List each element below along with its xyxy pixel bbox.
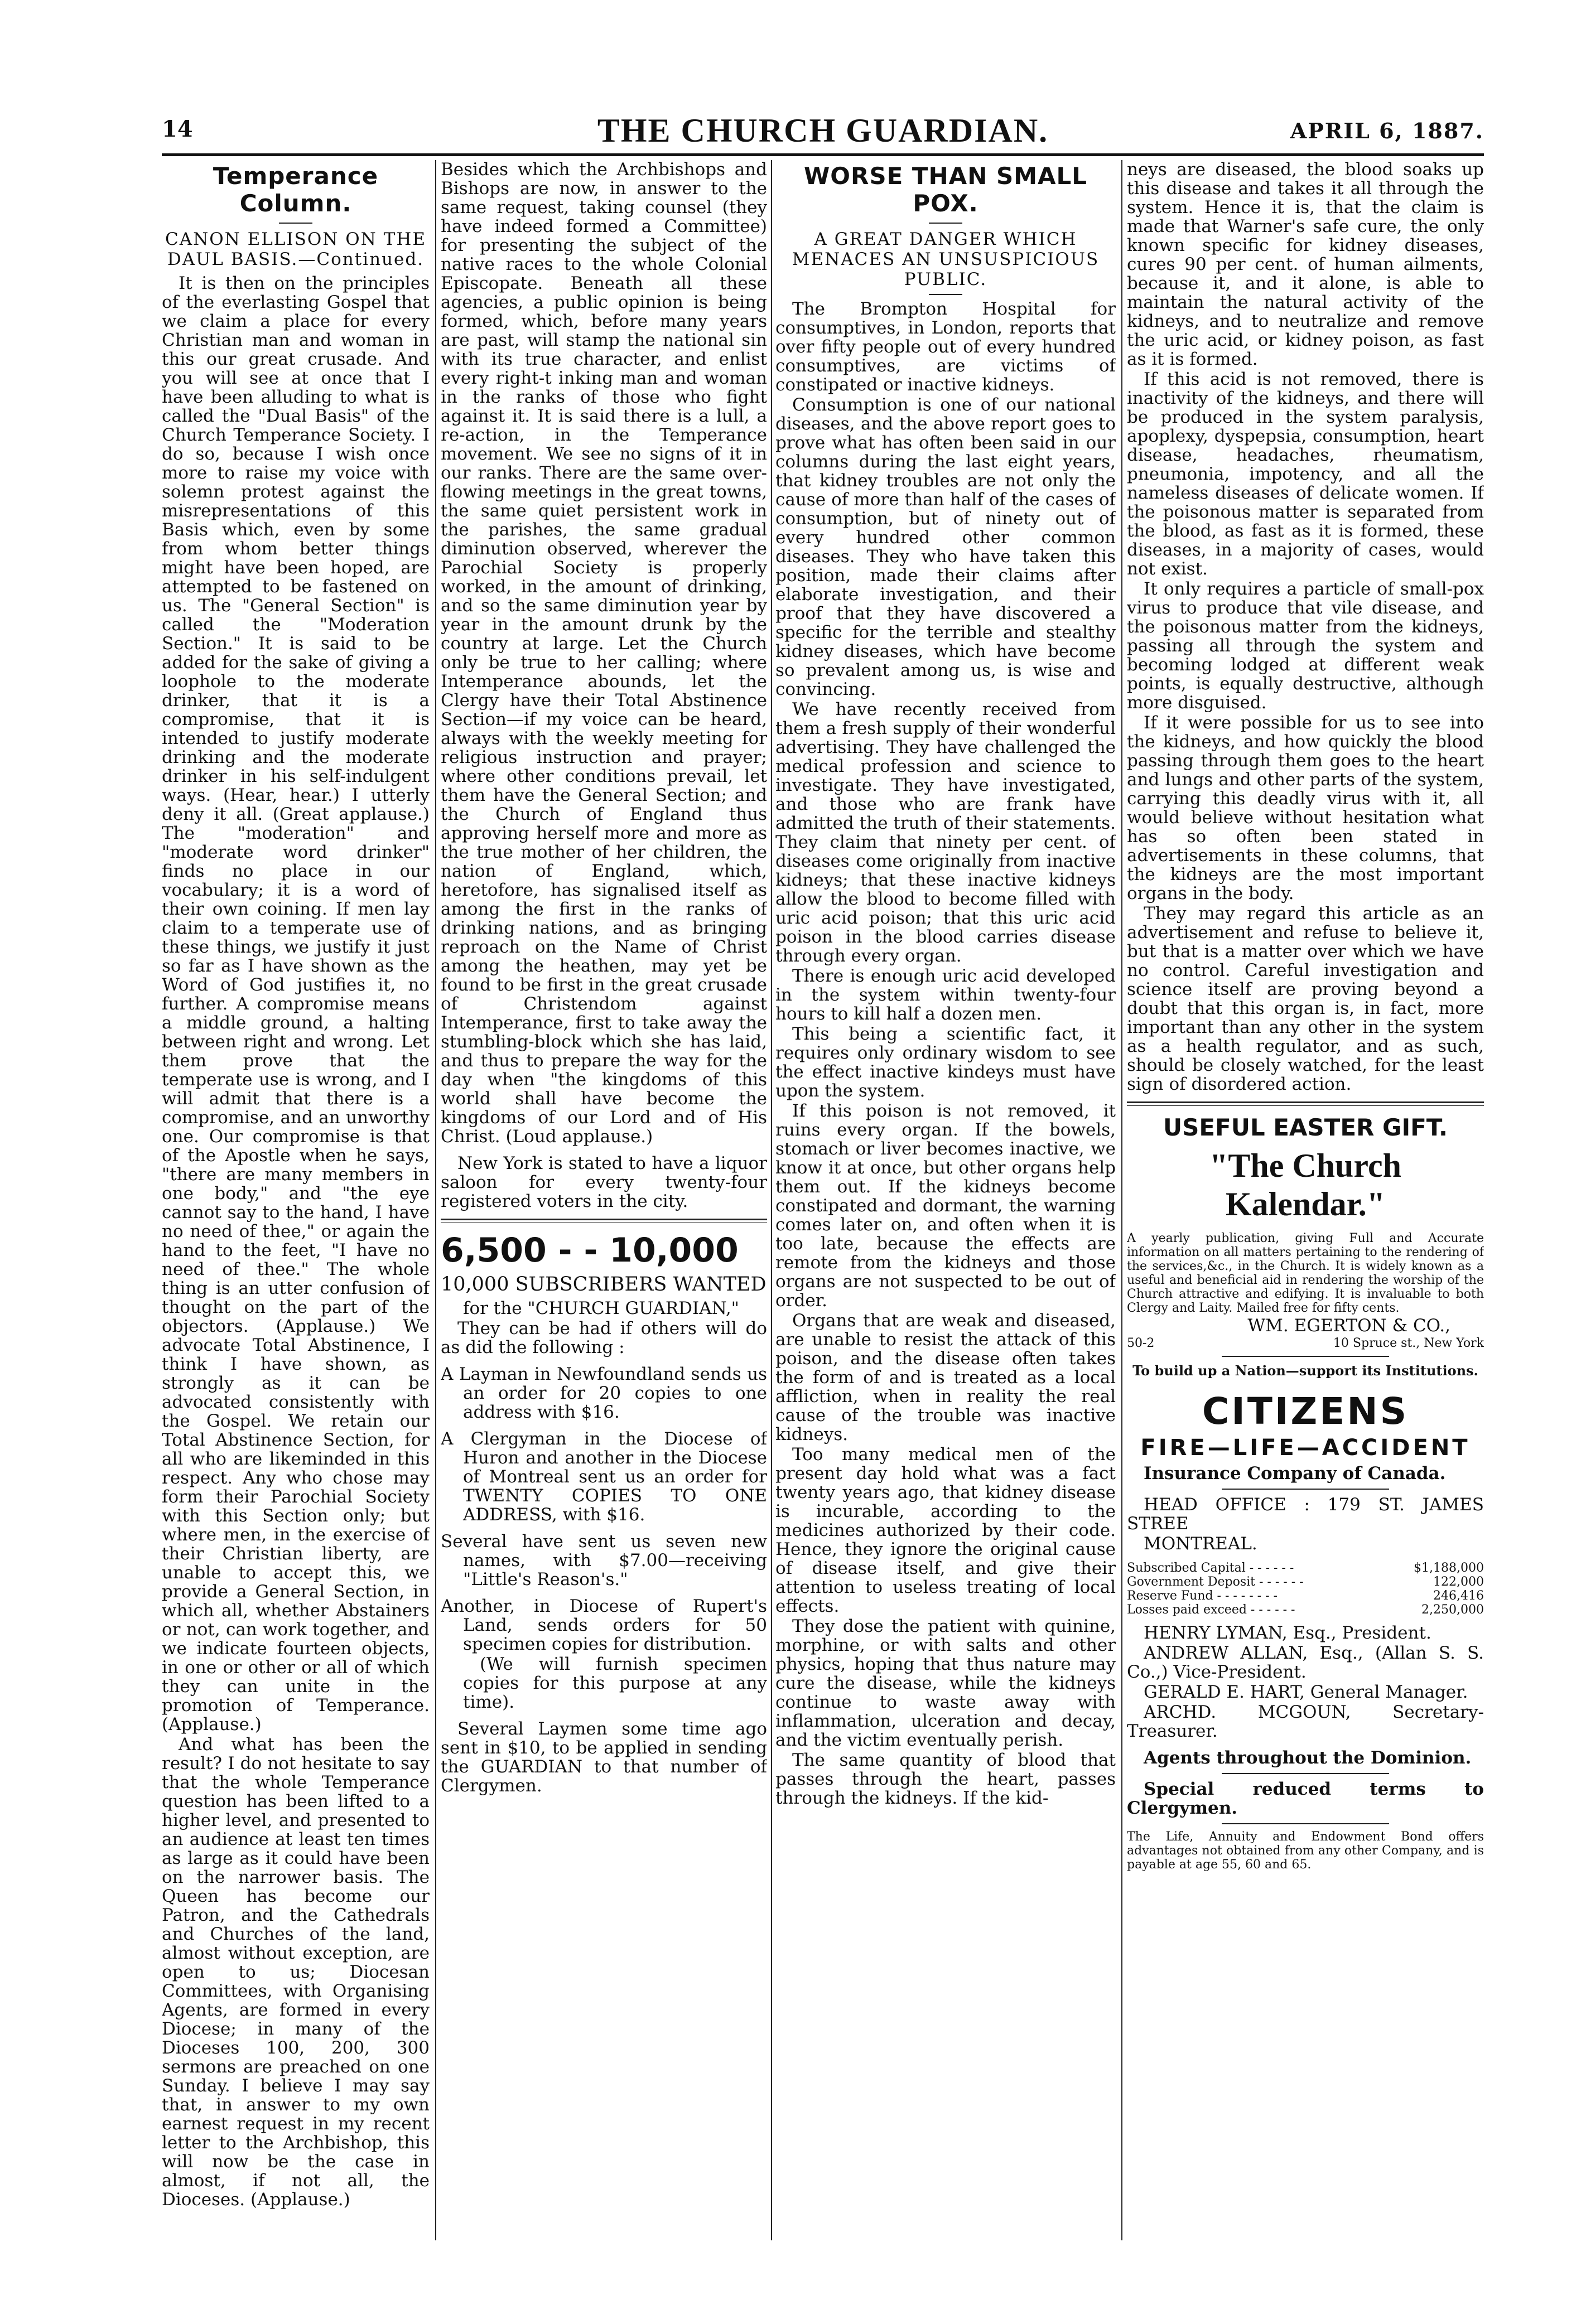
divider [1127, 1101, 1484, 1106]
column-2 [441, 160, 767, 2240]
column-divider [1121, 160, 1122, 2240]
financial-label: Government Deposit - - - - - - [1127, 1575, 1304, 1589]
financial-label: Reserve Fund - - - - - - - - [1127, 1589, 1278, 1603]
article-paragraph: Besides which the Archbishops and Bishops are now, in answer to the same request, taking counsel (they have indeed formed a Committee) for presenting the subject of the native races to the whole Colonial Episcopate. Beneath all these agencies, a public opinion is being formed, which, before many years are past, will stamp the national sin with its true character, and enlist every right-t inking man and woman in the ranks of those who fight against it. It is said there is a lull, a re-action, in the Temperance movement. We see no signs of it in our ranks. There are the same over-flowing meetings in the great towns, the same quiet persistent work in the parishes, the same gradual diminution observed, wherever the Parochial Society is properly worked, in the amount of drinking, and so the same diminution year by year in the amount drunk by the country at large. Let the Church only be true to her calling; where Intemperance abounds, let the Clergy have their Total Abstinence Section—if my voice can be heard, always with the weekly meeting for religious instruction and prayer; where other conditions prevail, let them have the General Section; and the Church of England thus approving herself more and more as the true mother of her children, the nation of England, which, heretofore, has signalised itself as among the first in the ranks of drinking nations, and as bringing reproach on the Name of Christ among the heathen, may yet be found to be first in the great crusade of Christendom against Intemperance, first to take away the stumbling-block which she has laid, and thus to prepare the way for the day when "the kingdoms of this world shall have become the kingdoms of our Lord and of His Christ. (Loud applause.) [441, 160, 767, 1147]
head-office: HEAD OFFICE : 179 ST. JAMES STREE [1127, 1495, 1484, 1534]
news-item: New York is stated to have a liquor saloon for every twenty-four registered voters in the city. [441, 1153, 767, 1211]
company-name: CITIZENS [1202, 1390, 1409, 1433]
financial-row [1127, 1561, 1484, 1575]
divider [1222, 1356, 1389, 1357]
for-guardian-line: for the "CHURCH GUARDIAN," [463, 1298, 739, 1318]
ad-address: 10 Spruce st., New York [1333, 1336, 1484, 1350]
financial-label: Losses paid exceed - - - - - - [1127, 1603, 1295, 1617]
subscribers-wanted: 10,000 SUBSCRIBERS WANTED [441, 1273, 767, 1296]
ad-description: A yearly publication, giving Full and Accurate information on all matters pertaining to the rendering of the services,&c., in the Church. It is widely known as a useful and beneficial aid in rendering the worship of the Church attractive and edifying. It is invaluable to both Clergy and Laity. Mailed free for fifty cents. [1127, 1231, 1484, 1315]
financial-table [1127, 1561, 1484, 1617]
article-paragraph: It only requires a particle of small-pox virus to produce that vile disease, and the poisonous matter from the kidneys, passing all through the system and becoming lodged at different weak points, is equally destructive, although more disguised. [1127, 579, 1484, 713]
article-paragraph: Organs that are weak and diseased, are unable to resist the attack of this poison, and the disease often takes the form of and is treated as a local affliction, when in reality the real cause of the trouble was inactive kidneys. [775, 1311, 1116, 1444]
article-paragraph: The same quantity of blood that passes through the heart, passes through the kidneys. If the kid- [775, 1750, 1116, 1808]
divider [1222, 1823, 1389, 1824]
list-item: Another, in Diocese of Rupert's Land, sends orders for 50 specimen copies for distribution. [441, 1596, 767, 1654]
article-paragraph: This being a scientific fact, it requires only ordinary wisdom to see the effect inactive kindeys must have upon the system. [775, 1024, 1116, 1101]
smallpox-heading: WORSE THAN SMALL POX. [803, 162, 1088, 217]
article-paragraph: Consumption is one of our national diseases, and the above report goes to prove what has often been said in our columns during the last eight years, that kidney troubles are not only the cause of more than half of the cases of consumption, but of ninety out of every hundred other common diseases. They who have taken this position, made their claims after elaborate investigation, and their proof that they have discovered a specific for the terrible and stealthy kidney diseases, which have become so prevalent among us, is wise and convincing. [775, 395, 1116, 699]
ad-address-row [1127, 1336, 1484, 1350]
financial-row [1127, 1603, 1484, 1617]
officer: GERALD E. HART, General Manager. [1144, 1682, 1468, 1702]
article-paragraph: They may regard this article as an advertisement and refuse to believe it, but that is a matter over which we have no control. Careful investigation and science itself are proving beyond a doubt that this organ is, in fact, more important than any other in the system as a health regulator, and as such, should be closely watched, for the least sign of disordered action. [1127, 903, 1484, 1094]
agents-line: Agents throughout the Dominion. [1144, 1748, 1472, 1768]
article-paragraph: And what has been the result? I do not hesitate to say that the whole Temperance question has been lifted to a higher level, and presented to an audience at least ten times as large as it could have been on the narrower basis. The Queen has become our Patron, and the Cathedrals and Churches of the land, almost without exception, are open to us; Diocesan Committees, with Organising Agents, are formed in every Diocese; in many of the Dioceses 100, 200, 300 sermons are preached on one Sunday. I believe I may say that, in answer to my own earnest request in my recent letter to the Archbishop, this will now be the case in almost, if not all, the Dioceses. (Applause.) [162, 1734, 430, 2210]
specimen-note: (We will furnish specimen copies for this purpose at any time). [463, 1654, 767, 1712]
column-1 [162, 160, 430, 2240]
company-lines: FIRE—LIFE—ACCIDENT [1140, 1435, 1471, 1461]
office-city: MONTREAL. [1144, 1534, 1257, 1554]
divider [1222, 1773, 1389, 1774]
ad-tagline: To build up a Nation—support its Institutions. [1132, 1362, 1478, 1379]
ad-code: 50-2 [1127, 1336, 1155, 1350]
article-paragraph: Several Laymen some time ago sent in $10, to be applied in sending the GUARDIAN to that number of Clergymen. [441, 1719, 767, 1796]
financial-value: 246,416 [1433, 1589, 1484, 1603]
divider [441, 1219, 767, 1223]
divider [929, 223, 962, 224]
column-3 [775, 160, 1116, 2240]
officer: ANDREW ALLAN, Esq., (Allan S. S. Co.,) Vice-President. [1127, 1643, 1484, 1682]
divider [279, 223, 312, 224]
article-paragraph: If this acid is not removed, there is inactivity of the kidneys, and there will be produced in the system paralysis, apoplexy, dyspepsia, consumption, heart disease, headaches, rheumatism, pneumonia, impotency, and all the nameless diseases of delicate women. If the poisonous matter is separated from the blood, as fast as it is formed, these diseases, in a majority of cases, would not exist. [1127, 369, 1484, 579]
page-number: 14 [162, 116, 193, 142]
issue-date: APRIL 6, 1887. [1290, 118, 1484, 143]
column-divider [435, 160, 436, 2240]
newspaper-title: THE CHURCH GUARDIAN. [597, 112, 1049, 149]
list-item: A Layman in Newfoundland sends us an order for 20 copies to one address with $16. [441, 1364, 767, 1422]
article-paragraph: It is then on the principles of the everlasting Gospel that we claim a place for every Christian man and woman in this our great crusade. And you will see at once that I have been alluding to what is called the "Dual Basis" of the Church Temperance Society. I do so, because I wish once more to raise my voice with solemn protest against the misrepresentations of this Basis which, even by some from whom better things might have been hoped, are attempted to be fastened on us. The "General Section" is called the "Moderation Section." It is said to be added for the sake of giving a loophole to the moderate drinker, that it is a compromise, that it is intended to justify moderate drinking and the moderate drinker in his self-indulgent ways. (Hear, hear.) I utterly deny it all. (Great applause.) The "moderation" and "moderate word drinker" finds no place in our vocabulary; it is a word of their own coining. If men lay claim to a temperate use of these things, we justify it just so far as I have shown as the Word of God justifies it, no further. A compromise means a middle ground, a halting between right and wrong. Let them prove that the temperate use is wrong, and I will admit that there is a compromise, and an unworthy one. Our compromise is that of the Apostle when he says, "there are many members in one body," and "the eye cannot say to the hand, I have no need of thee," or again the hand to the feet, "I have no need of thee." The whole thing is an utter confusion of thought on the part of the objectors. (Applause.) We advocate Total Abstinence, I think I have shown, as strongly as it can be advocated consistently with the Gospel. We retain our Total Abstinence Section, for all who are likeminded in this respect. Any who chose may form their Parochial Society with this Section only; but where men, in the exercise of their Christian liberty, are unable to accept this, we provide a General Section, in which all, whether Abstainers or not, can work together, and we indicate fourteen objects, in one or other or all of which they can unite in the promotion of Temperance. (Applause.) [162, 273, 430, 1734]
column-4 [1127, 160, 1484, 2240]
subscriber-count-banner: 6,500 - - 10,000 [441, 1231, 739, 1270]
financial-row [1127, 1589, 1484, 1603]
citizens-advertisement [1127, 1362, 1484, 1872]
page-header [162, 112, 1484, 151]
officer: ARCHD. MCGOUN, Secretary-Treasurer. [1127, 1702, 1484, 1741]
article-paragraph: We have recently received from them a fresh supply of their wonderful advertising. They have challenged the medical profession and science to investigate. They have investigated, and those who are frank have admitted the truth of their statements. They claim that ninety per cent. of diseases come originally from inactive kidneys; that these inactive kidneys allow the blood to become filled with uric acid poison; that this uric acid poison in the blood carries disease through every organ. [775, 699, 1116, 966]
ad-product-name: "The Church Kalendar." [1209, 1147, 1401, 1223]
financial-row [1127, 1575, 1484, 1589]
financial-value: 2,250,000 [1421, 1603, 1484, 1617]
officer: HENRY LYMAN, Esq., President. [1144, 1623, 1431, 1643]
bond-description: The Life, Annuity and Endowment Bond offers advantages not obtained from any other Company, and is payable at age 55, 60 and 65. [1127, 1830, 1484, 1872]
list-item: Several have sent us seven new names, with $7.00—receiving "Little's Reason's." [441, 1531, 767, 1589]
header-rule [162, 153, 1484, 156]
ad-publisher: WM. EGERTON & CO., [1247, 1316, 1450, 1336]
financial-value: $1,188,000 [1414, 1561, 1484, 1575]
financial-value: 122,000 [1433, 1575, 1484, 1589]
article-paragraph: They dose the patient with quinine, morphine, or with salts and other physics, hoping that thus nature may cure the disease, while the kidneys continue to waste away with inflammation, ulceration and decay, and the victim eventually perish. [775, 1616, 1116, 1750]
article-subheading: A GREAT DANGER WHICH MENACES AN UNSUSPICIOUS PUBLIC. [792, 229, 1100, 289]
list-item: A Clergyman in the Diocese of Huron and another in the Diocese of Montreal sent us an order for TWENTY COPIES TO ONE ADDRESS, with $16. [441, 1429, 767, 1525]
divider [1222, 1489, 1389, 1490]
financial-label: Subscribed Capital - - - - - - [1127, 1561, 1294, 1575]
column-divider [771, 160, 772, 2240]
ad-title: USEFUL EASTER GIFT. [1163, 1114, 1448, 1141]
article-paragraph: neys are diseased, the blood soaks up this disease and takes it all through the system. Hence it is, that the claim is made that Warner's safe cure, the only known specific for kidney diseases, cures 90 per cent. of human ailments, because it, and it alone, is able to maintain the natural activity of the kidneys, and to neutralize and remove the uric acid, or kidney poison, as fast as it is formed. [1127, 160, 1484, 369]
kalendar-advertisement [1127, 1114, 1484, 1350]
special-terms: Special reduced terms to Clergymen. [1127, 1779, 1484, 1818]
temperance-heading: Temperance Column. [213, 162, 379, 217]
article-paragraph: The Brompton Hospital for consumptives, in London, reports that over fifty people out of every hundred consumptives, are victims of constipated or inactive kidneys. [775, 299, 1116, 395]
article-paragraph: If this poison is not removed, it ruins every organ. If the bowels, stomach or liver becomes inactive, we know it at once, but other organs help them out. If the kidneys become constipated and dormant, the warning comes later on, and often when it is too late, because the effects are remote from the kidneys and those organs are not suspected to be out of order. [775, 1101, 1116, 1311]
had-line: They can be had if others will do as did the following : [441, 1318, 767, 1357]
article-subheading: CANON ELLISON ON THE DAUL BASIS.—Continued. [165, 229, 427, 269]
article-paragraph: If it were possible for us to see into the kidneys, and how quickly the blood passing through them goes to the heart and lungs and other parts of the system, carrying this deadly virus with it, all would believe without hesitation what has so often been stated in advertisements in these columns, that the kidneys are the most important organs in the body. [1127, 713, 1484, 903]
article-paragraph: There is enough uric acid developed in the system within twenty-four hours to kill half a dozen men. [775, 966, 1116, 1024]
divider [929, 294, 962, 295]
company-subtitle: Insurance Company of Canada. [1144, 1463, 1446, 1484]
article-paragraph: Too many medical men of the present day hold what was a fact twenty years ago, that kidney disease is incurable, according to the medicines authorized by their code. Hence, they ignore the original cause of disease itself, and give their attention to useless treating of local effects. [775, 1444, 1116, 1616]
